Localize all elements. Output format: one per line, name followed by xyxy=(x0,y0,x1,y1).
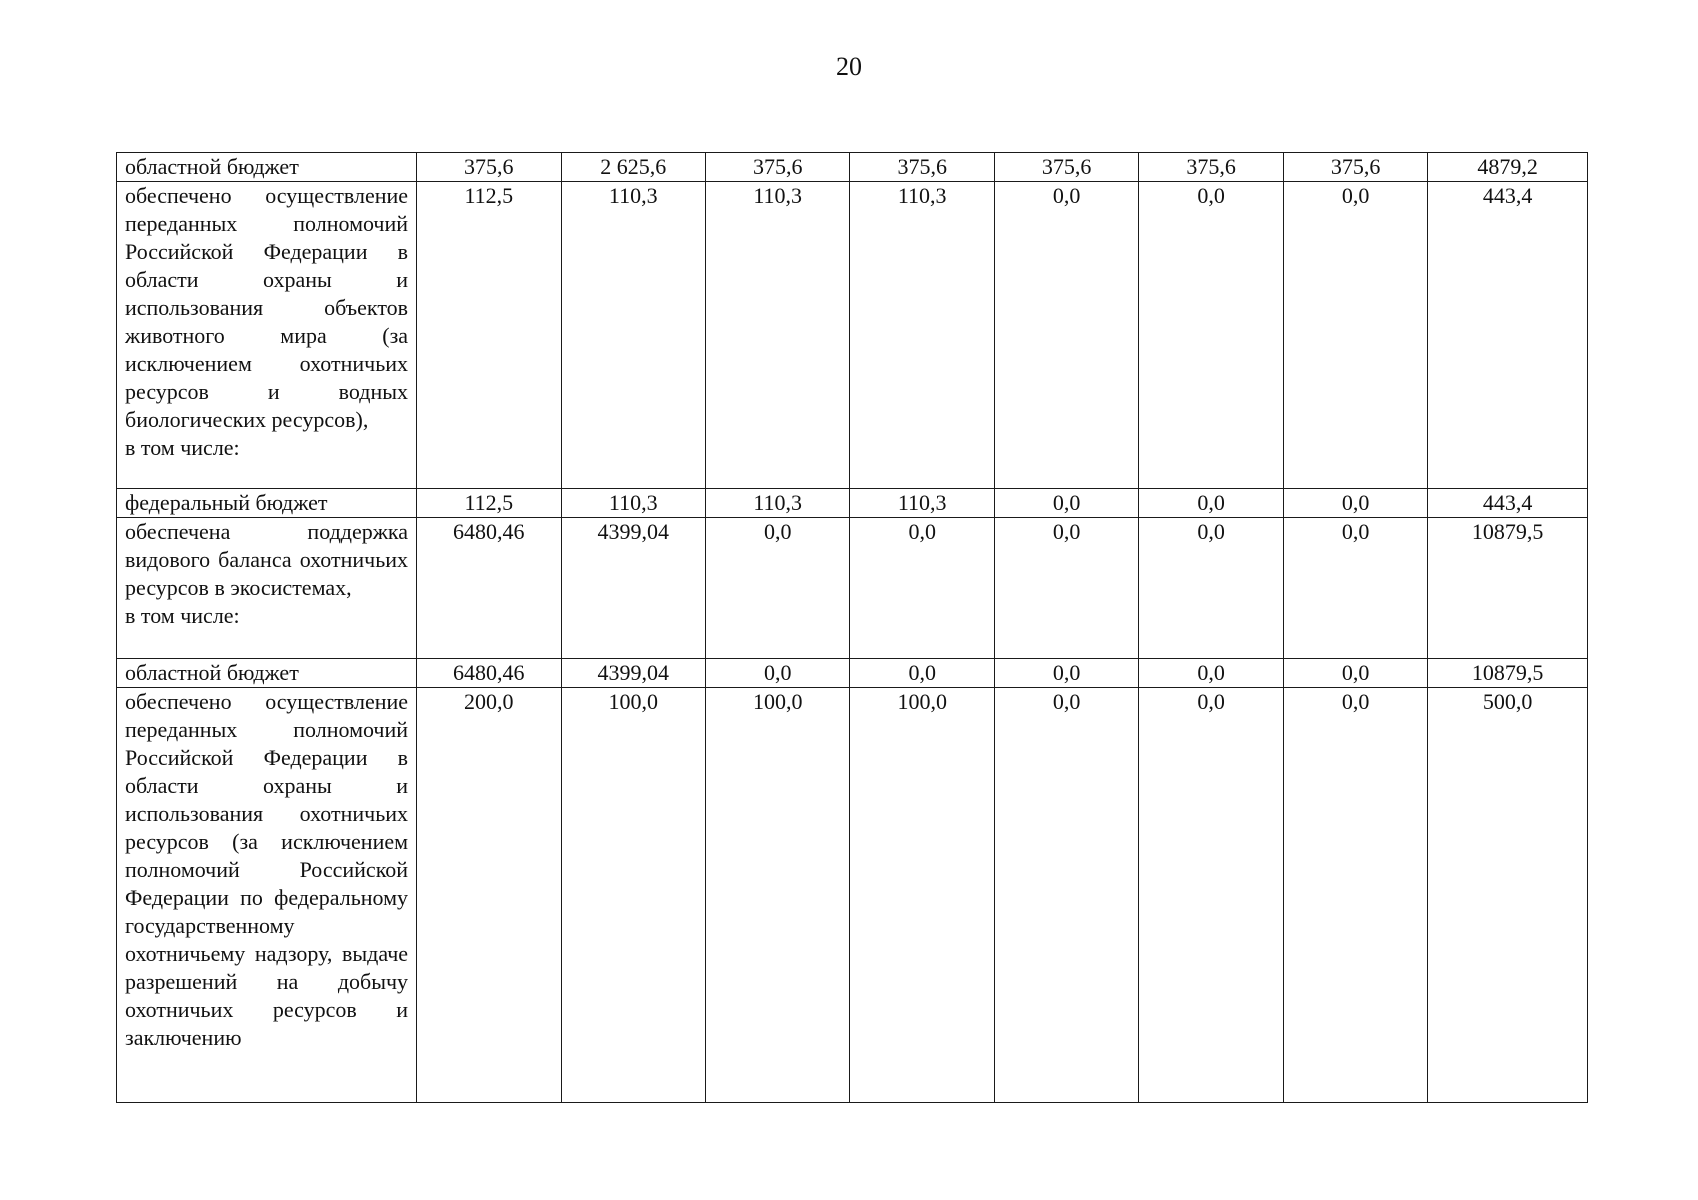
row-value: 375,6 xyxy=(1283,153,1427,182)
row-value: 0,0 xyxy=(994,182,1138,489)
row-description: обеспечено осуществление переданных полномочий Российской Федерации в области охраны и использования охотничьих ресурсов (за исключением полномочий Российской Федерации по федеральному государственному охотничьему надзору, выдаче разрешений на добычу охотничьих ресурсов и заключению xyxy=(117,688,417,1103)
row-total: 443,4 xyxy=(1428,182,1588,489)
row-description: областной бюджет xyxy=(117,659,417,688)
row-value: 110,3 xyxy=(850,182,994,489)
table-row xyxy=(117,659,1588,688)
row-total: 10879,5 xyxy=(1428,659,1588,688)
row-value: 0,0 xyxy=(1283,688,1427,1103)
row-value: 0,0 xyxy=(850,518,994,659)
row-total: 4879,2 xyxy=(1428,153,1588,182)
row-value: 0,0 xyxy=(994,518,1138,659)
row-value: 0,0 xyxy=(850,659,994,688)
row-value: 0,0 xyxy=(1139,518,1283,659)
table-row xyxy=(117,489,1588,518)
table-row xyxy=(117,182,1588,489)
row-value: 110,3 xyxy=(561,182,705,489)
row-value: 112,5 xyxy=(417,182,561,489)
row-value: 110,3 xyxy=(705,182,849,489)
row-description: обеспечено осуществление переданных полномочий Российской Федерации в области охраны и использования объектов животного мира (за исключением охотничьих ресурсов и водных биологических ресурсов), в том числе: xyxy=(117,182,417,489)
table-row xyxy=(117,688,1588,1103)
budget-table xyxy=(116,152,1588,1103)
row-value: 0,0 xyxy=(1139,688,1283,1103)
row-value: 375,6 xyxy=(705,153,849,182)
row-value: 375,6 xyxy=(1139,153,1283,182)
row-value: 4399,04 xyxy=(561,518,705,659)
row-value: 0,0 xyxy=(1139,489,1283,518)
row-value: 100,0 xyxy=(561,688,705,1103)
row-value: 375,6 xyxy=(850,153,994,182)
row-value: 0,0 xyxy=(1139,659,1283,688)
row-description: областной бюджет xyxy=(117,153,417,182)
row-value: 6480,46 xyxy=(417,518,561,659)
table-row xyxy=(117,518,1588,659)
row-value: 100,0 xyxy=(850,688,994,1103)
row-value: 0,0 xyxy=(705,659,849,688)
row-value: 2 625,6 xyxy=(561,153,705,182)
row-value: 0,0 xyxy=(994,489,1138,518)
row-value: 4399,04 xyxy=(561,659,705,688)
row-value: 375,6 xyxy=(417,153,561,182)
row-value: 375,6 xyxy=(994,153,1138,182)
row-value: 112,5 xyxy=(417,489,561,518)
row-value: 110,3 xyxy=(705,489,849,518)
row-value: 100,0 xyxy=(705,688,849,1103)
row-total: 443,4 xyxy=(1428,489,1588,518)
row-value: 0,0 xyxy=(994,688,1138,1103)
row-value: 110,3 xyxy=(561,489,705,518)
page-number: 20 xyxy=(836,52,862,81)
row-description: обеспечена поддержка видового баланса охотничьих ресурсов в экосистемах, в том числе: xyxy=(117,518,417,659)
table-row xyxy=(117,153,1588,182)
row-value: 6480,46 xyxy=(417,659,561,688)
row-value: 0,0 xyxy=(994,659,1138,688)
row-value: 0,0 xyxy=(1283,659,1427,688)
row-value: 0,0 xyxy=(705,518,849,659)
row-value: 200,0 xyxy=(417,688,561,1103)
row-description: федеральный бюджет xyxy=(117,489,417,518)
row-value: 0,0 xyxy=(1283,182,1427,489)
row-value: 0,0 xyxy=(1283,489,1427,518)
row-value: 0,0 xyxy=(1139,182,1283,489)
row-value: 110,3 xyxy=(850,489,994,518)
row-total: 10879,5 xyxy=(1428,518,1588,659)
row-value: 0,0 xyxy=(1283,518,1427,659)
row-total: 500,0 xyxy=(1428,688,1588,1103)
